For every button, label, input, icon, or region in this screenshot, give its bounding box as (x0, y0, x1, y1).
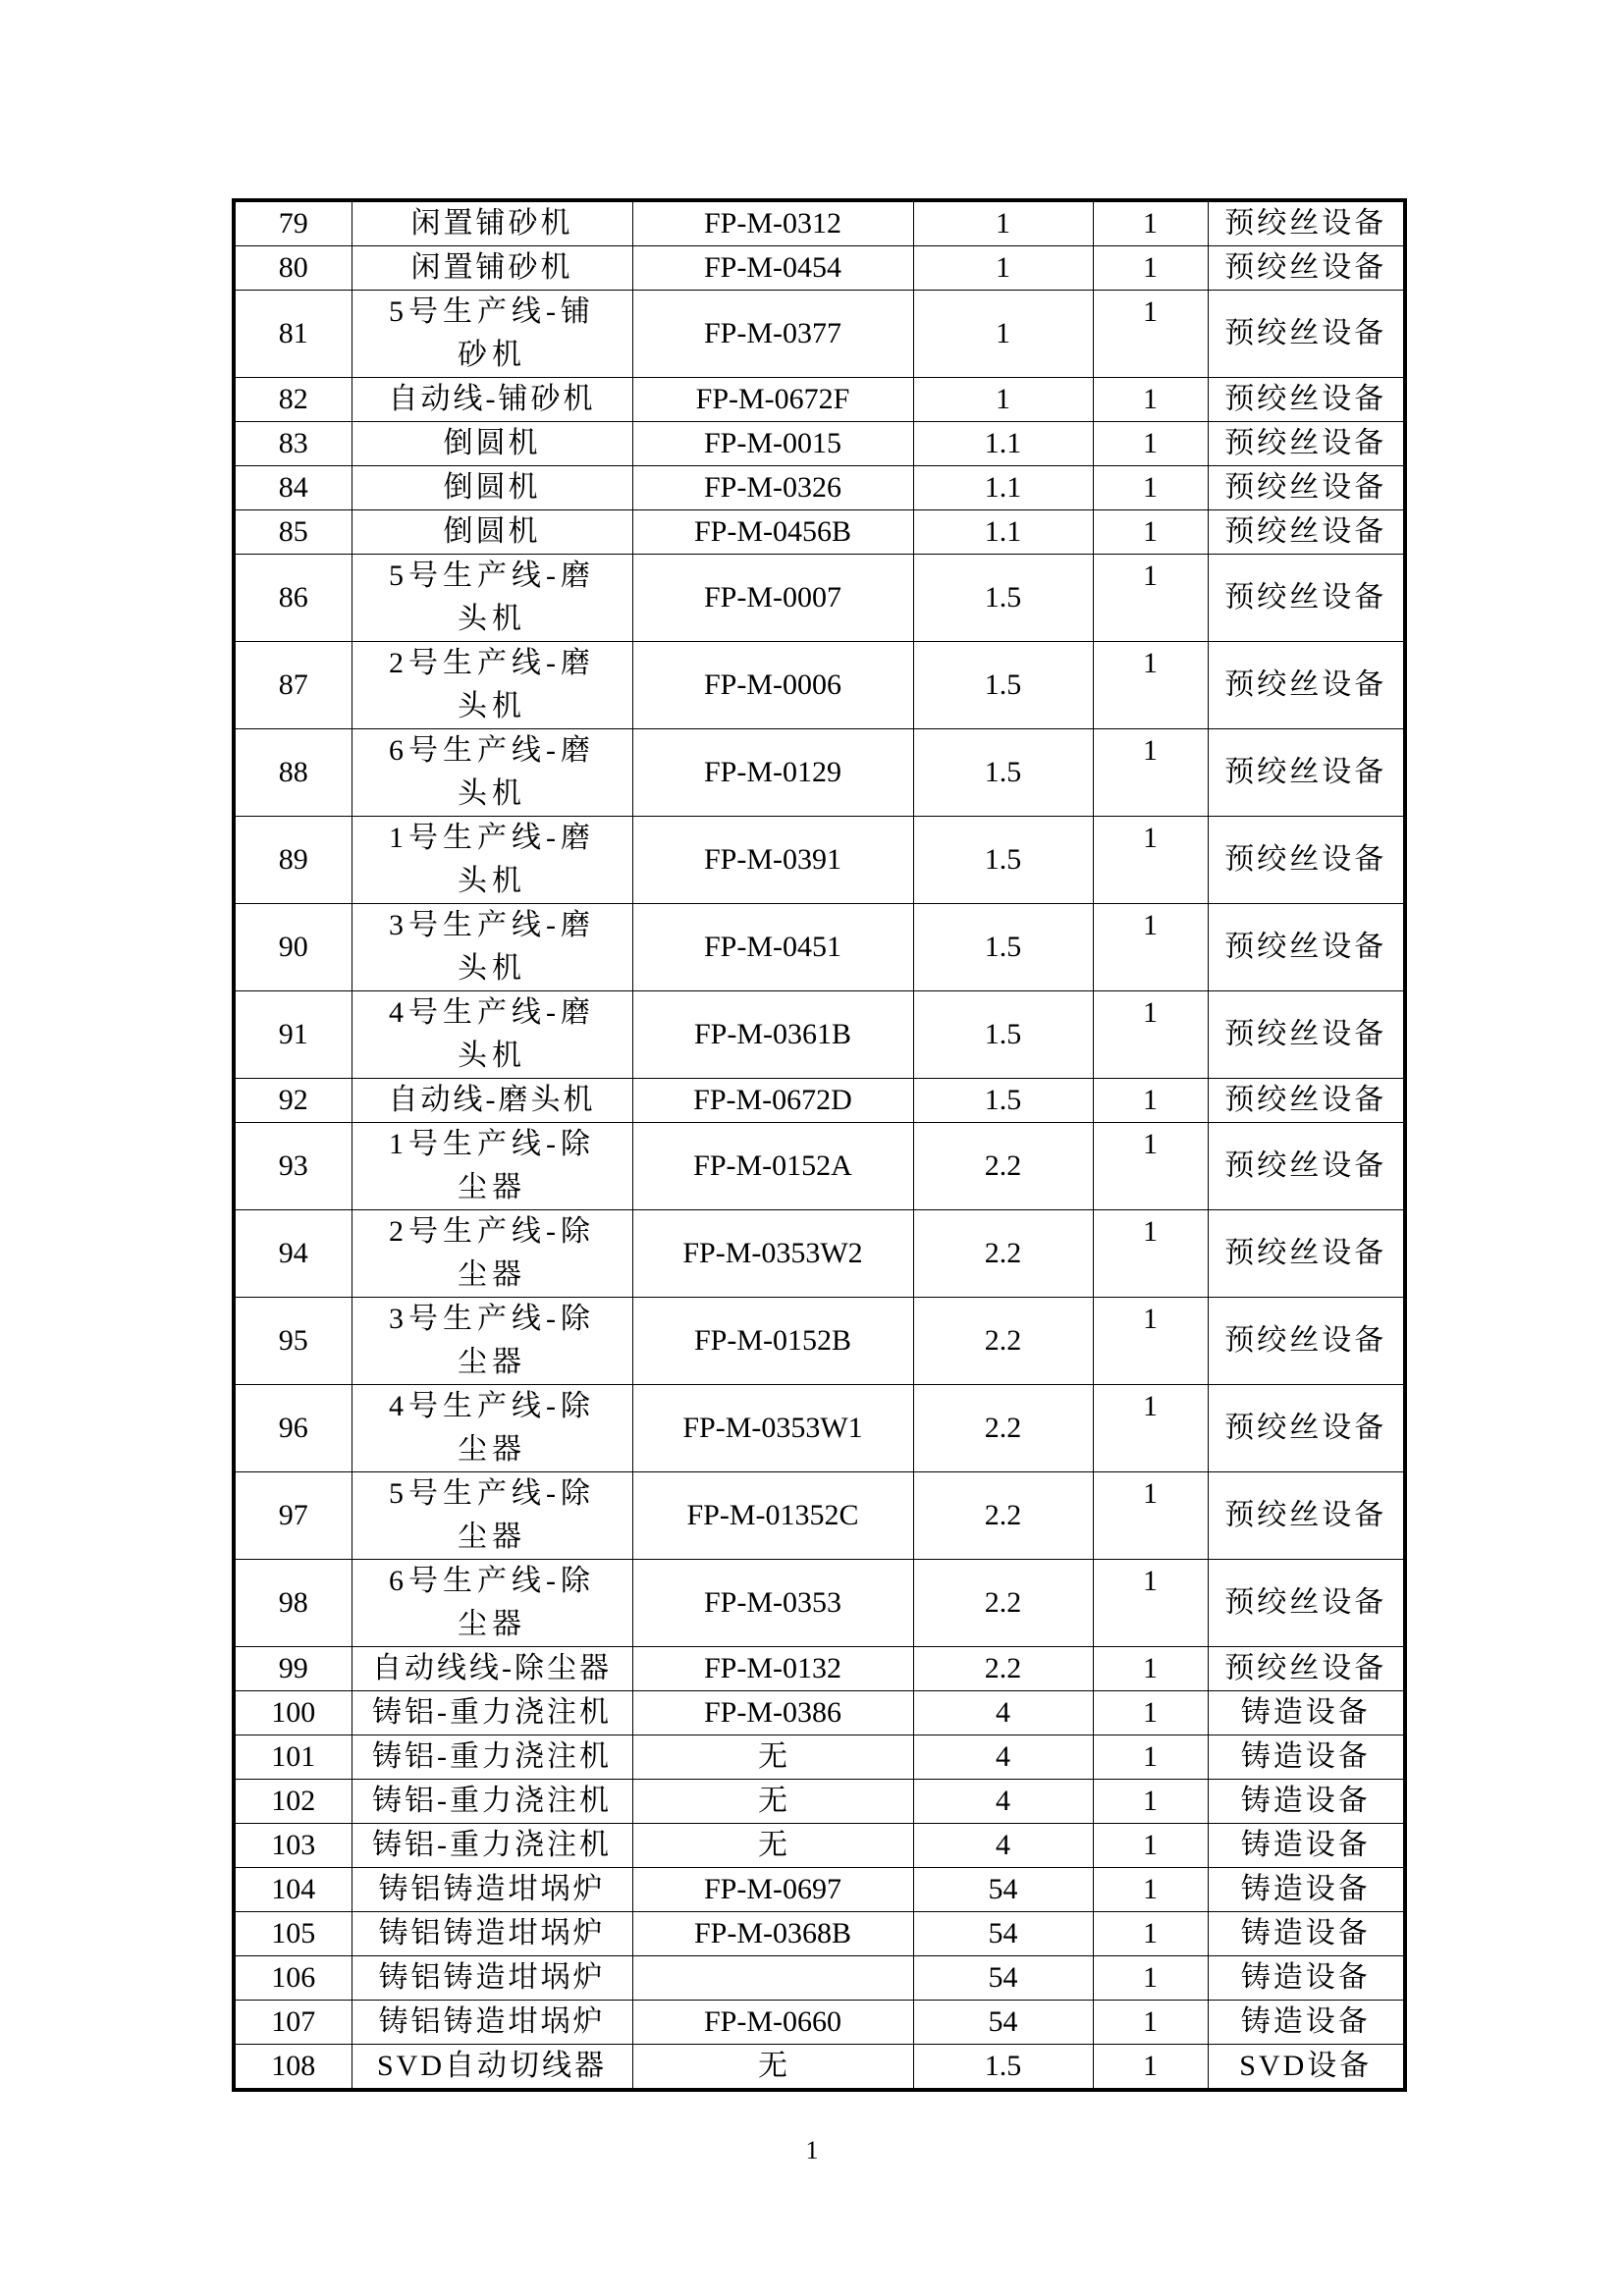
cell-power: 1.1 (913, 510, 1093, 555)
cell-asset-code: FP-M-0152B (632, 1298, 913, 1385)
cell-category: 预绞丝设备 (1208, 422, 1405, 466)
cell-equipment-name: 5号生产线-除尘器 (352, 1472, 632, 1560)
cell-number: 82 (234, 378, 352, 422)
cell-number: 85 (234, 510, 352, 555)
cell-power: 1.5 (913, 904, 1093, 991)
cell-power: 2.2 (913, 1210, 1093, 1298)
cell-category: 预绞丝设备 (1208, 291, 1405, 378)
cell-number: 101 (234, 1735, 352, 1780)
cell-category: 预绞丝设备 (1208, 200, 1405, 246)
cell-asset-code: FP-M-0377 (632, 291, 913, 378)
cell-quantity: 1 (1093, 1691, 1208, 1735)
cell-asset-code: 无 (632, 1780, 913, 1824)
cell-power: 2.2 (913, 1647, 1093, 1691)
cell-quantity: 1 (1093, 291, 1208, 378)
cell-category: 预绞丝设备 (1208, 1123, 1405, 1210)
table-row (234, 2045, 1405, 2091)
cell-category: 铸造设备 (1208, 2001, 1405, 2045)
cell-quantity: 1 (1093, 1298, 1208, 1385)
cell-number: 91 (234, 991, 352, 1079)
cell-equipment-name: 5号生产线-磨头机 (352, 555, 632, 642)
cell-quantity: 1 (1093, 510, 1208, 555)
cell-category: 预绞丝设备 (1208, 555, 1405, 642)
cell-equipment-name: 自动线-铺砂机 (352, 378, 632, 422)
cell-category: 预绞丝设备 (1208, 1560, 1405, 1647)
cell-category: 预绞丝设备 (1208, 378, 1405, 422)
cell-equipment-name: 5号生产线-铺砂机 (352, 291, 632, 378)
cell-quantity: 1 (1093, 200, 1208, 246)
table-row (234, 1912, 1405, 1956)
cell-asset-code: FP-M-0015 (632, 422, 913, 466)
cell-equipment-name: 2号生产线-磨头机 (352, 642, 632, 729)
cell-quantity: 1 (1093, 1560, 1208, 1647)
cell-power: 4 (913, 1824, 1093, 1868)
cell-equipment-name: 铸铝铸造坩埚炉 (352, 1956, 632, 2001)
cell-power: 4 (913, 1780, 1093, 1824)
table-row (234, 1647, 1405, 1691)
table-row (234, 1385, 1405, 1472)
cell-number: 107 (234, 2001, 352, 2045)
table-row (234, 1868, 1405, 1912)
cell-asset-code: 无 (632, 1824, 913, 1868)
cell-category: 预绞丝设备 (1208, 1647, 1405, 1691)
cell-number: 96 (234, 1385, 352, 1472)
table-row (234, 729, 1405, 817)
cell-power: 1.5 (913, 991, 1093, 1079)
cell-power: 2.2 (913, 1472, 1093, 1560)
cell-asset-code: FP-M-0353W2 (632, 1210, 913, 1298)
cell-asset-code (632, 1956, 913, 2001)
cell-quantity: 1 (1093, 246, 1208, 291)
equipment-table (232, 198, 1407, 2092)
cell-asset-code: FP-M-0353 (632, 1560, 913, 1647)
table-row (234, 1079, 1405, 1123)
cell-number: 83 (234, 422, 352, 466)
cell-category: 铸造设备 (1208, 1824, 1405, 1868)
table-row (234, 904, 1405, 991)
cell-equipment-name: 倒圆机 (352, 422, 632, 466)
cell-number: 100 (234, 1691, 352, 1735)
cell-category: 预绞丝设备 (1208, 729, 1405, 817)
cell-category: 预绞丝设备 (1208, 510, 1405, 555)
cell-equipment-name: 2号生产线-除尘器 (352, 1210, 632, 1298)
table-row (234, 422, 1405, 466)
cell-asset-code: FP-M-0386 (632, 1691, 913, 1735)
cell-power: 2.2 (913, 1385, 1093, 1472)
cell-asset-code: FP-M-0451 (632, 904, 913, 991)
cell-power: 1 (913, 378, 1093, 422)
table-row (234, 1210, 1405, 1298)
cell-quantity: 1 (1093, 2001, 1208, 2045)
cell-equipment-name: 闲置铺砂机 (352, 246, 632, 291)
cell-power: 2.2 (913, 1298, 1093, 1385)
cell-quantity: 1 (1093, 1647, 1208, 1691)
table-row (234, 1123, 1405, 1210)
cell-asset-code: FP-M-0353W1 (632, 1385, 913, 1472)
table-row (234, 1780, 1405, 1824)
cell-quantity: 1 (1093, 1735, 1208, 1780)
cell-quantity: 1 (1093, 422, 1208, 466)
cell-power: 1.5 (913, 729, 1093, 817)
page-number: 1 (805, 2136, 819, 2164)
cell-quantity: 1 (1093, 991, 1208, 1079)
cell-equipment-name: 闲置铺砂机 (352, 200, 632, 246)
cell-quantity: 1 (1093, 378, 1208, 422)
cell-number: 95 (234, 1298, 352, 1385)
cell-quantity: 1 (1093, 1385, 1208, 1472)
cell-equipment-name: 6号生产线-磨头机 (352, 729, 632, 817)
cell-category: 预绞丝设备 (1208, 817, 1405, 904)
cell-category: 铸造设备 (1208, 1912, 1405, 1956)
cell-category: SVD设备 (1208, 2045, 1405, 2091)
cell-quantity: 1 (1093, 817, 1208, 904)
table-row (234, 1472, 1405, 1560)
table-row (234, 1560, 1405, 1647)
cell-equipment-name: 3号生产线-磨头机 (352, 904, 632, 991)
cell-quantity: 1 (1093, 1868, 1208, 1912)
cell-number: 97 (234, 1472, 352, 1560)
cell-number: 104 (234, 1868, 352, 1912)
cell-power: 1.5 (913, 2045, 1093, 2091)
cell-equipment-name: 1号生产线-除尘器 (352, 1123, 632, 1210)
cell-power: 1.1 (913, 466, 1093, 510)
cell-asset-code: FP-M-0672F (632, 378, 913, 422)
cell-power: 54 (913, 1956, 1093, 2001)
cell-power: 1.5 (913, 555, 1093, 642)
table-row (234, 642, 1405, 729)
cell-equipment-name: 铸铝-重力浇注机 (352, 1735, 632, 1780)
cell-asset-code: FP-M-0007 (632, 555, 913, 642)
cell-asset-code: 无 (632, 1735, 913, 1780)
cell-number: 94 (234, 1210, 352, 1298)
cell-number: 84 (234, 466, 352, 510)
cell-power: 54 (913, 2001, 1093, 2045)
table-row (234, 378, 1405, 422)
cell-power: 4 (913, 1735, 1093, 1780)
cell-number: 106 (234, 1956, 352, 2001)
cell-category: 预绞丝设备 (1208, 466, 1405, 510)
cell-number: 99 (234, 1647, 352, 1691)
cell-asset-code: 无 (632, 2045, 913, 2091)
cell-equipment-name: 自动线线-除尘器 (352, 1647, 632, 1691)
cell-equipment-name: 铸铝铸造坩埚炉 (352, 2001, 632, 2045)
cell-quantity: 1 (1093, 1210, 1208, 1298)
table-row (234, 1691, 1405, 1735)
cell-number: 93 (234, 1123, 352, 1210)
table-row (234, 1956, 1405, 2001)
table-row (234, 291, 1405, 378)
cell-power: 1 (913, 246, 1093, 291)
cell-category: 铸造设备 (1208, 1956, 1405, 2001)
table-row (234, 1298, 1405, 1385)
cell-power: 54 (913, 1912, 1093, 1956)
cell-quantity: 1 (1093, 1123, 1208, 1210)
cell-quantity: 1 (1093, 729, 1208, 817)
cell-power: 54 (913, 1868, 1093, 1912)
cell-quantity: 1 (1093, 1912, 1208, 1956)
cell-number: 90 (234, 904, 352, 991)
cell-number: 80 (234, 246, 352, 291)
cell-quantity: 1 (1093, 1472, 1208, 1560)
cell-number: 108 (234, 2045, 352, 2091)
table-row (234, 466, 1405, 510)
table-row (234, 817, 1405, 904)
cell-asset-code: FP-M-0368B (632, 1912, 913, 1956)
cell-category: 铸造设备 (1208, 1691, 1405, 1735)
cell-equipment-name: 4号生产线-除尘器 (352, 1385, 632, 1472)
cell-equipment-name: 铸铝铸造坩埚炉 (352, 1912, 632, 1956)
cell-number: 89 (234, 817, 352, 904)
cell-category: 预绞丝设备 (1208, 1210, 1405, 1298)
cell-category: 铸造设备 (1208, 1868, 1405, 1912)
cell-category: 预绞丝设备 (1208, 1385, 1405, 1472)
cell-quantity: 1 (1093, 1079, 1208, 1123)
cell-quantity: 1 (1093, 2045, 1208, 2091)
cell-power: 1.5 (913, 642, 1093, 729)
cell-asset-code: FP-M-0132 (632, 1647, 913, 1691)
cell-quantity: 1 (1093, 1780, 1208, 1824)
cell-asset-code: FP-M-0456B (632, 510, 913, 555)
cell-power: 1.5 (913, 817, 1093, 904)
cell-equipment-name: 4号生产线-磨头机 (352, 991, 632, 1079)
cell-asset-code: FP-M-0312 (632, 200, 913, 246)
cell-category: 预绞丝设备 (1208, 991, 1405, 1079)
cell-asset-code: FP-M-0361B (632, 991, 913, 1079)
cell-equipment-name: 3号生产线-除尘器 (352, 1298, 632, 1385)
cell-asset-code: FP-M-0660 (632, 2001, 913, 2045)
cell-asset-code: FP-M-0697 (632, 1868, 913, 1912)
table-row (234, 246, 1405, 291)
cell-asset-code: FP-M-0152A (632, 1123, 913, 1210)
cell-equipment-name: 倒圆机 (352, 510, 632, 555)
cell-power: 1.1 (913, 422, 1093, 466)
table-row (234, 991, 1405, 1079)
cell-category: 铸造设备 (1208, 1735, 1405, 1780)
cell-equipment-name: 铸铝-重力浇注机 (352, 1780, 632, 1824)
table-row (234, 200, 1405, 246)
cell-asset-code: FP-M-0326 (632, 466, 913, 510)
cell-category: 预绞丝设备 (1208, 1472, 1405, 1560)
cell-power: 2.2 (913, 1560, 1093, 1647)
cell-quantity: 1 (1093, 466, 1208, 510)
cell-category: 预绞丝设备 (1208, 246, 1405, 291)
table-row (234, 555, 1405, 642)
cell-equipment-name: 自动线-磨头机 (352, 1079, 632, 1123)
cell-quantity: 1 (1093, 555, 1208, 642)
cell-equipment-name: SVD自动切线器 (352, 2045, 632, 2091)
cell-equipment-name: 铸铝铸造坩埚炉 (352, 1868, 632, 1912)
cell-quantity: 1 (1093, 642, 1208, 729)
table-row (234, 1824, 1405, 1868)
equipment-table-body (234, 200, 1405, 2090)
cell-equipment-name: 铸铝-重力浇注机 (352, 1691, 632, 1735)
cell-number: 88 (234, 729, 352, 817)
cell-number: 98 (234, 1560, 352, 1647)
cell-equipment-name: 6号生产线-除尘器 (352, 1560, 632, 1647)
cell-power: 1 (913, 200, 1093, 246)
cell-asset-code: FP-M-0006 (632, 642, 913, 729)
cell-number: 103 (234, 1824, 352, 1868)
cell-equipment-name: 倒圆机 (352, 466, 632, 510)
cell-power: 1 (913, 291, 1093, 378)
cell-category: 铸造设备 (1208, 1780, 1405, 1824)
cell-power: 1.5 (913, 1079, 1093, 1123)
table-row (234, 1735, 1405, 1780)
cell-number: 81 (234, 291, 352, 378)
table-row (234, 2001, 1405, 2045)
cell-category: 预绞丝设备 (1208, 1298, 1405, 1385)
cell-number: 105 (234, 1912, 352, 1956)
cell-power: 2.2 (913, 1123, 1093, 1210)
cell-number: 87 (234, 642, 352, 729)
cell-number: 92 (234, 1079, 352, 1123)
cell-asset-code: FP-M-0672D (632, 1079, 913, 1123)
cell-power: 4 (913, 1691, 1093, 1735)
cell-equipment-name: 铸铝-重力浇注机 (352, 1824, 632, 1868)
table-row (234, 510, 1405, 555)
cell-quantity: 1 (1093, 1956, 1208, 2001)
cell-quantity: 1 (1093, 904, 1208, 991)
cell-asset-code: FP-M-0454 (632, 246, 913, 291)
cell-asset-code: FP-M-0391 (632, 817, 913, 904)
cell-category: 预绞丝设备 (1208, 904, 1405, 991)
cell-number: 79 (234, 200, 352, 246)
cell-quantity: 1 (1093, 1824, 1208, 1868)
cell-asset-code: FP-M-01352C (632, 1472, 913, 1560)
cell-category: 预绞丝设备 (1208, 1079, 1405, 1123)
cell-category: 预绞丝设备 (1208, 642, 1405, 729)
cell-equipment-name: 1号生产线-磨头机 (352, 817, 632, 904)
cell-asset-code: FP-M-0129 (632, 729, 913, 817)
cell-number: 102 (234, 1780, 352, 1824)
cell-number: 86 (234, 555, 352, 642)
